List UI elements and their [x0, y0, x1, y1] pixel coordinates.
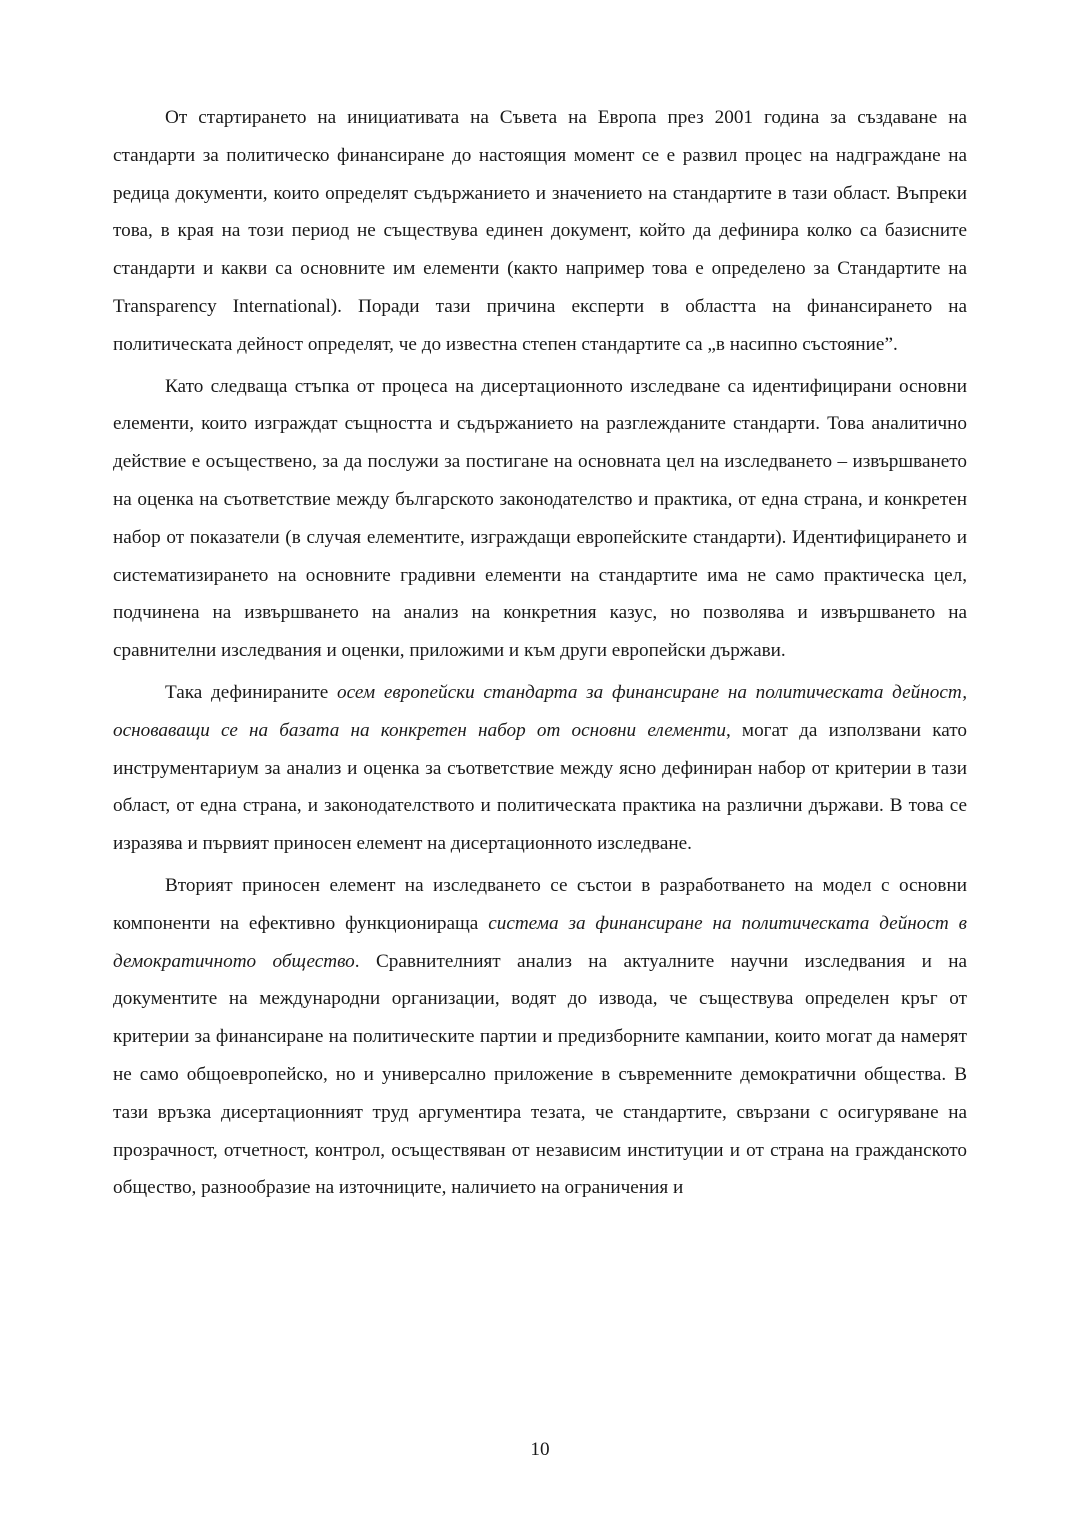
paragraph-3-italic-phrase: осем европейски стандарта за финансиране на политическата дейност, основаващи се на базата на конкретен набор от основни елементи	[113, 681, 967, 741]
body-text	[113, 99, 967, 1211]
paragraph-4-rest: . Сравнителният анализ на актуалните научни изследвания и на документите на международни организации, водят до извода, че съществува определен кръг от критерии за финансиране на политическите партии и предизборните кампании, които могат да намерят не само общоевропейско, но и универсално приложение в съвременните демократични общества. В тази връзка дисертационният труд аргументира тезата, че стандартите, свързани с осигуряване на прозрачност, отчетност, контрол, осъществяван от независим институции и от страна на гражданското общество, разнообразие на източниците, наличието на ограничения и	[113, 950, 967, 1199]
paragraph-3-lead: Така дефинираните	[165, 681, 338, 703]
paragraph-3-rest: , могат да използвани като инструментариум за анализ и оценка за съответствие между ясно дефиниран набор от критерии в тази област, от една страна, и законодателството и политическата практика на различни държави. В това се изразява и първият приносен елемент на дисертационното изследване.	[113, 719, 967, 855]
paragraph-4-lead: Вторият приносен елемент на изследването се състои в разработването на модел с основни компоненти на ефективно функционираща	[113, 874, 967, 934]
page-number: 10	[530, 1439, 550, 1460]
paragraph-4-italic-phrase: система за финансиране на политическата дейност в демократичното общество	[113, 912, 967, 972]
paragraph-2: Като следваща стъпка от процеса на дисертационното изследване са идентифицирани основни елементи, които изграждат същността и съдържанието на разглежданите стандарти. Това аналитично действие е осъществено, за да послужи за постигане на основната цел на изследването – извършването на оценка на съответствие между българското законодателство и практика, от една страна, и конкретен набор от показатели (в случая елементите, изграждащи европейските стандарти). Идентифицирането и систематизирането на основните градивни елементи на стандартите има не само практическа цел, подчинена на извършването на анализ на конкретния казус, но позволява и извършването на сравнителни изследвания и оценки, приложими и към други европейски държави.	[113, 375, 967, 662]
paragraph-3	[113, 674, 967, 863]
paragraph-4	[113, 867, 967, 1207]
paragraph-1: От стартирането на инициативата на Съвета на Европа през 2001 година за създаване на стандарти за политическо финансиране до настоящия момент се е развил процес на надграждане на редица документи, които определят съдържанието и значението на стандартите в тази област. Въпреки това, в края на този период не съществува единен документ, който да дефинира колко са базисните стандарти и какви са основните им елементи (както например това е определено за Стандартите на Transparency International). Поради тази причина експерти в областта на финансирането на политическата дейност определят, че до известна степен стандартите са „в насипно състояние”.	[113, 107, 967, 355]
